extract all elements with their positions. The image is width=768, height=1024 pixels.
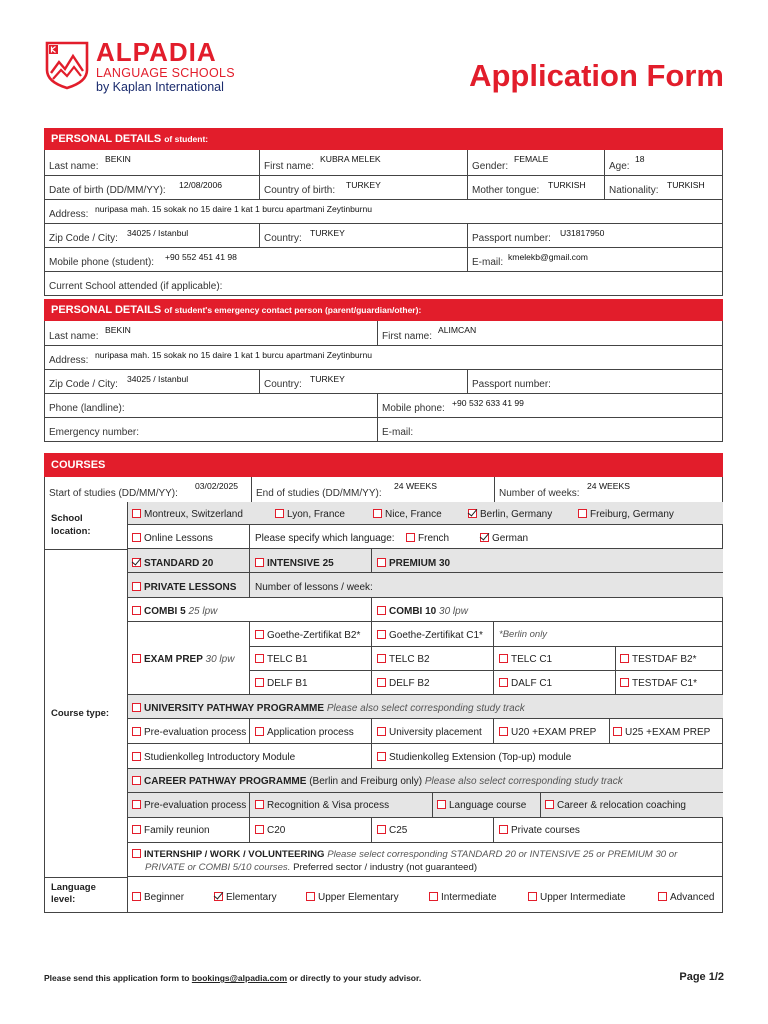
zip-value: 34025 / Istanbul (127, 228, 189, 238)
language-course-option[interactable]: Language course (437, 800, 526, 811)
checkbox-icon[interactable] (132, 703, 141, 712)
language-german-option[interactable]: German (480, 533, 528, 544)
checkbox-checked-icon[interactable] (132, 558, 141, 567)
address-value: nuripasa mah. 15 sokak no 15 daire 1 kat 1 burcu apartmani Zeytinburnu (95, 204, 373, 214)
checkbox-icon[interactable] (429, 892, 438, 901)
level-upper-elementary[interactable]: Upper Elementary (306, 892, 399, 903)
checkbox-icon[interactable] (658, 892, 667, 901)
courses-header-label: COURSES (51, 459, 106, 471)
mother-tongue-value: TURKISH (548, 180, 586, 190)
em-first-name-field[interactable]: First name: ALIMCAN (377, 321, 724, 345)
level-elementary[interactable]: Elementary (214, 892, 277, 903)
online-lessons-option[interactable]: Online Lessons (132, 533, 213, 544)
checkbox-icon[interactable] (377, 654, 386, 663)
checkbox-icon[interactable] (545, 800, 554, 809)
row-zip (45, 223, 722, 247)
personal-details-table (44, 150, 723, 296)
em-phone-field[interactable]: Phone (landline): (49, 403, 125, 414)
brand-sub2: by Kaplan International (96, 80, 224, 94)
em-first-name-value: ALIMCAN (438, 325, 477, 335)
row-em-names (45, 321, 722, 345)
telc-c1-option[interactable]: TELC C1 (499, 654, 552, 665)
course-type-label: Course type: (51, 708, 110, 719)
checkbox-icon[interactable] (255, 678, 264, 687)
checkbox-icon[interactable] (132, 654, 141, 663)
checkbox-icon[interactable] (499, 678, 508, 687)
checkbox-icon[interactable] (306, 892, 315, 901)
dob-field[interactable]: Date of birth (DD/MM/YY): 12/08/2006 (49, 180, 223, 196)
exam-prep-option[interactable]: EXAM PREP 30 lpw (132, 654, 234, 665)
em-emergency-field[interactable]: Emergency number: (49, 427, 140, 438)
checkbox-icon[interactable] (255, 800, 264, 809)
mobile-field[interactable]: Mobile phone (student): +90 552 451 41 98 (49, 252, 237, 268)
checkbox-icon[interactable] (255, 727, 264, 736)
level-advanced[interactable]: Advanced (658, 892, 714, 903)
family-reunion-option[interactable]: Family reunion (132, 825, 210, 836)
private-courses-option[interactable]: Private courses (499, 825, 580, 836)
premium-30-option[interactable]: PREMIUM 30 (377, 558, 450, 569)
start-studies-value: 03/02/2025 (195, 481, 239, 491)
gender-value: FEMALE (514, 154, 549, 164)
row-em-emergency (45, 417, 722, 441)
checkbox-icon[interactable] (578, 509, 587, 518)
em-address-value: nuripasa mah. 15 sokak no 15 daire 1 kat 1 burcu apartmani Zeytinburnu (95, 350, 373, 360)
checkbox-checked-icon[interactable] (214, 892, 223, 901)
studienkolleg-option[interactable]: Studienkolleg Introductory Module (132, 752, 295, 763)
header (44, 38, 724, 98)
personal-header-label: PERSONAL DETAILS (51, 133, 162, 145)
dalf-c1-option[interactable]: DALF C1 (499, 678, 552, 689)
weeks-value: 24 WEEKS (587, 481, 630, 491)
uni-placement-option[interactable]: University placement (377, 727, 482, 738)
career-pathway-option[interactable]: CAREER PATHWAY PROGRAMME (Berlin and Freiburg only) Please also select corresponding study track (132, 776, 623, 787)
brand (96, 38, 235, 94)
checkbox-icon[interactable] (613, 727, 622, 736)
personal-header-small: of student: (164, 134, 209, 144)
checkbox-icon[interactable] (373, 509, 382, 518)
gender-field[interactable]: Gender: FEMALE (467, 150, 604, 175)
combi-5-option[interactable]: COMBI 5 25 lpw (132, 606, 217, 617)
row-family (128, 818, 723, 843)
u25-option[interactable]: U25 +EXAM PREP (613, 727, 710, 738)
uni-application-option[interactable]: Application process (255, 727, 354, 738)
school-location-label: School location: (51, 513, 91, 537)
row-em-phone (45, 393, 722, 417)
nationality-value: TURKISH (667, 180, 705, 190)
checkbox-icon[interactable] (377, 752, 386, 761)
page-title: Application Form (469, 58, 724, 93)
checkbox-icon[interactable] (255, 630, 264, 639)
end-studies-value: 24 WEEKS (394, 481, 437, 491)
country-birth-field[interactable]: Country of birth: TURKEY (259, 176, 467, 199)
row-birth (45, 175, 722, 199)
divider (44, 549, 128, 550)
recognition-visa-option[interactable]: Recognition & Visa process (255, 800, 389, 811)
row-address (45, 199, 722, 223)
age-value: 18 (635, 154, 645, 164)
checkbox-icon[interactable] (620, 678, 629, 687)
row-em-zip (45, 369, 722, 393)
zip-field[interactable]: Zip Code / City: 34025 / Istanbul (49, 228, 189, 244)
checkbox-icon[interactable] (499, 825, 508, 834)
first-name-value: KUBRA MELEK (320, 154, 381, 164)
email-field[interactable]: E-mail: kmelekb@gmail.com (467, 248, 724, 271)
checkbox-icon[interactable] (377, 630, 386, 639)
mobile-value: +90 552 451 41 98 (165, 252, 237, 262)
intensive-25-option[interactable]: INTENSIVE 25 (255, 558, 334, 569)
footer-instructions: Please send this application form to bookings@alpadia.com or directly to your study advisor. (44, 973, 422, 983)
checkbox-icon[interactable] (437, 800, 446, 809)
internship-note-line2: PRIVATE or COMBI 5/10 courses. Preferred sector / industry (not guaranteed) (145, 862, 478, 873)
combi-10-option[interactable]: COMBI 10 30 lpw (377, 606, 468, 617)
private-lessons-option[interactable]: PRIVATE LESSONS (132, 582, 236, 593)
checkbox-icon[interactable] (406, 533, 415, 542)
brand-sub: LANGUAGE SCHOOLS (96, 66, 235, 80)
em-mobile-field[interactable]: Mobile phone: +90 532 633 41 99 (377, 394, 724, 417)
checkbox-icon[interactable] (377, 825, 386, 834)
courses-body (44, 502, 723, 913)
em-country-field[interactable]: Country: TURKEY (259, 370, 467, 393)
uni-pre-evaluation-option[interactable]: Pre-evaluation process (132, 727, 246, 738)
checkbox-icon[interactable] (132, 825, 141, 834)
delf-b1-option[interactable]: DELF B1 (255, 678, 308, 689)
language-french-option[interactable]: French (406, 533, 449, 544)
location-nice[interactable]: Nice, France (373, 509, 442, 520)
emergency-details-table (44, 321, 723, 442)
emergency-details-header (44, 299, 723, 321)
level-intermediate[interactable]: Intermediate (429, 892, 497, 903)
first-name-field[interactable]: First name: KUBRA MELEK (259, 150, 467, 175)
country-value: TURKEY (310, 228, 345, 238)
standard-20-option[interactable]: STANDARD 20 (132, 558, 213, 569)
age-field[interactable]: Age: 18 (604, 150, 724, 175)
row-dates (45, 477, 722, 502)
testdaf-b2-option[interactable]: TESTDAF B2* (620, 654, 696, 665)
checkbox-icon[interactable] (132, 533, 141, 542)
bookings-email-link[interactable]: bookings@alpadia.com (191, 973, 288, 983)
goethe-b2-option[interactable]: Goethe-Zertifikat B2* (255, 630, 360, 641)
row-school (45, 271, 722, 295)
location-lyon[interactable]: Lyon, France (275, 509, 345, 520)
studienkolleg-ext-option[interactable]: Studienkolleg Extension (Top-up) module (377, 752, 571, 763)
c25-option[interactable]: C25 (377, 825, 407, 836)
telc-b2-option[interactable]: TELC B2 (377, 654, 430, 665)
level-upper-intermediate[interactable]: Upper Intermediate (528, 892, 626, 903)
end-studies-field[interactable]: End of studies (DD/MM/YY): 24 WEEKS (251, 477, 494, 502)
address-field[interactable]: Address: nuripasa mah. 15 sokak no 15 daire 1 kat 1 burcu apartmani Zeytinburnu (49, 204, 373, 220)
page-number: Page 1/2 (679, 971, 724, 983)
em-address-field[interactable]: Address: nuripasa mah. 15 sokak no 15 daire 1 kat 1 burcu apartmani Zeytinburnu (49, 350, 373, 366)
checkbox-icon[interactable] (132, 582, 141, 591)
personal-details-header (44, 128, 723, 150)
row-contact (45, 247, 722, 271)
em-last-name-field[interactable]: Last name: BEKIN (49, 325, 131, 342)
career-pre-evaluation-option[interactable]: Pre-evaluation process (132, 800, 246, 811)
checkbox-icon[interactable] (132, 892, 141, 901)
internship-option[interactable]: INTERNSHIP / WORK / VOLUNTEERING Please select corresponding STANDARD 20 or INTENSIVE 25 or PREMIUM 30 or (132, 849, 677, 860)
current-school-field[interactable]: Current School attended (if applicable): (49, 281, 223, 292)
location-berlin[interactable]: Berlin, Germany (468, 509, 552, 520)
testdaf-c1-option[interactable]: TESTDAF C1* (620, 678, 697, 689)
courses-header (44, 453, 723, 477)
goethe-c1-option[interactable]: Goethe-Zertifikat C1* (377, 630, 483, 641)
checkbox-icon[interactable] (377, 606, 386, 615)
passport-field[interactable]: Passport number: U31817950 (467, 224, 724, 247)
checkbox-icon[interactable] (255, 825, 264, 834)
telc-b1-option[interactable]: TELC B1 (255, 654, 308, 665)
checkbox-icon[interactable] (499, 727, 508, 736)
em-last-name-value: BEKIN (105, 325, 131, 335)
mother-tongue-field[interactable]: Mother tongue: TURKISH (467, 176, 604, 199)
alpadia-shield-logo-icon (44, 40, 90, 90)
last-name-field[interactable]: Last name: BEKIN (49, 154, 131, 172)
delf-b2-option[interactable]: DELF B2 (377, 678, 430, 689)
specify-language-label: Please specify which language: (255, 533, 395, 544)
country-field[interactable]: Country: TURKEY (259, 224, 467, 247)
em-email-field[interactable]: E-mail: (377, 418, 724, 441)
em-country-value: TURKEY (310, 374, 345, 384)
checkbox-icon[interactable] (132, 849, 141, 858)
checkbox-checked-icon[interactable] (468, 509, 477, 518)
nationality-field[interactable]: Nationality: TURKISH (604, 176, 724, 199)
country-birth-value: TURKEY (346, 180, 381, 190)
row-em-address (45, 345, 722, 369)
passport-value: U31817950 (560, 228, 605, 238)
checkbox-checked-icon[interactable] (480, 533, 489, 542)
relocation-coaching-option[interactable]: Career & relocation coaching (545, 800, 686, 811)
berlin-only-note: *Berlin only (499, 629, 548, 640)
c20-option[interactable]: C20 (255, 825, 285, 836)
checkbox-icon[interactable] (528, 892, 537, 901)
checkbox-icon[interactable] (255, 654, 264, 663)
start-studies-field[interactable]: Start of studies (DD/MM/YY): 03/02/2025 (49, 481, 239, 499)
row-names (45, 150, 722, 175)
emergency-header-small: of student's emergency contact person (parent/guardian/other): (164, 305, 422, 315)
em-passport-field[interactable]: Passport number: (467, 370, 724, 393)
checkbox-icon[interactable] (132, 752, 141, 761)
last-name-value: BEKIN (105, 154, 131, 164)
location-freiburg[interactable]: Freiburg, Germany (578, 509, 674, 520)
university-pathway-option[interactable]: UNIVERSITY PATHWAY PROGRAMME Please also select corresponding study track (132, 703, 525, 714)
u20-option[interactable]: U20 +EXAM PREP (499, 727, 596, 738)
checkbox-icon[interactable] (132, 509, 141, 518)
checkbox-icon[interactable] (377, 727, 386, 736)
lessons-per-week-label: Number of lessons / week: (255, 582, 373, 593)
checkbox-icon[interactable] (132, 727, 141, 736)
language-level-label: Language level: (51, 882, 96, 905)
location-montreux[interactable]: Montreux, Switzerland (132, 509, 243, 520)
em-zip-field[interactable]: Zip Code / City: 34025 / Istanbul (49, 374, 189, 390)
checkbox-icon[interactable] (132, 606, 141, 615)
weeks-field[interactable]: Number of weeks: 24 WEEKS (494, 477, 724, 502)
em-mobile-value: +90 532 633 41 99 (452, 398, 524, 408)
emergency-header-label: PERSONAL DETAILS (51, 304, 162, 316)
checkbox-icon[interactable] (377, 558, 386, 567)
checkbox-icon[interactable] (255, 558, 264, 567)
dob-value: 12/08/2006 (179, 180, 223, 190)
checkbox-icon[interactable] (275, 509, 284, 518)
em-zip-value: 34025 / Istanbul (127, 374, 189, 384)
checkbox-icon[interactable] (132, 776, 141, 785)
checkbox-icon[interactable] (499, 654, 508, 663)
checkbox-icon[interactable] (377, 678, 386, 687)
email-value: kmelekb@gmail.com (508, 252, 588, 262)
divider (44, 877, 128, 878)
brand-name: ALPADIA (96, 37, 217, 67)
checkbox-icon[interactable] (132, 800, 141, 809)
checkbox-icon[interactable] (620, 654, 629, 663)
level-beginner[interactable]: Beginner (132, 892, 184, 903)
